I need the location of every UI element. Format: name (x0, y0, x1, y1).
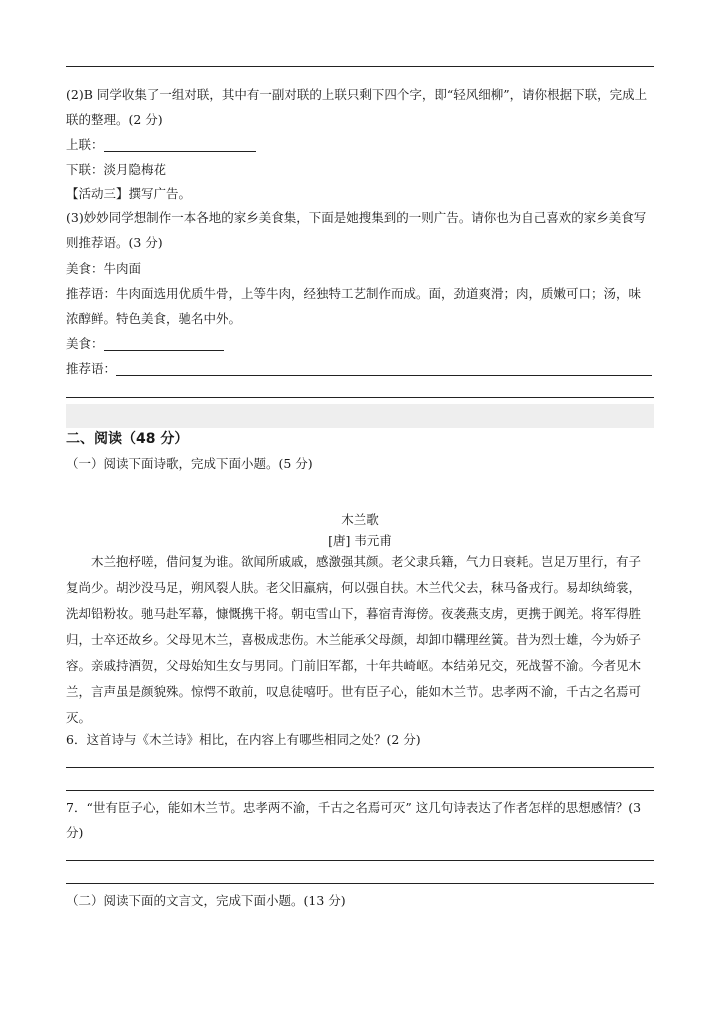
q7-prompt-line2: 分) (66, 825, 84, 840)
answer-line[interactable] (66, 883, 654, 884)
rec-label: 推荐语： (66, 361, 117, 376)
poem-line: 复尚少。胡沙没马足，朔风裂人肤。老父旧羸病，何以强自扶。木兰代父去，秣马备戎行。易却纨绮裳， (66, 580, 642, 595)
activity3-heading: 【活动三】撰写广告。 (66, 186, 192, 201)
top-rule (66, 66, 654, 67)
food-answer-blank[interactable] (104, 336, 224, 351)
section2-sub1: （一）阅读下面诗歌，完成下面小题。(5 分) (66, 456, 313, 471)
rec-answer-row (66, 360, 652, 378)
answer-line[interactable] (66, 790, 654, 791)
poem-author: [唐] 韦元甫 (328, 533, 392, 548)
shanglian-label: 上联： (66, 137, 104, 152)
food-answer-row (66, 335, 224, 353)
poem-line: 洗却铅粉妆。驰马赴军幕，慷慨携干将。朝屯雪山下，暮宿青海傍。夜袭燕支虏，更携于阗羌。将军得胜 (66, 606, 642, 621)
rec-answer-blank[interactable] (116, 361, 652, 376)
q2-prompt-line1: (2)B 同学收集了一组对联，其中有一副对联的上联只剩下四个字，即“轻风细柳”，请你根据下联，完成上 (66, 87, 648, 102)
answer-line[interactable] (66, 767, 654, 768)
q3-prompt-line1: (3)妙妙同学想制作一本各地的家乡美食集，下面是她搜集到的一则广告。请你也为自己喜欢的家乡美食写 (66, 210, 647, 225)
food-label: 美食： (66, 336, 104, 351)
poem-line: 容。亲戚持酒贺，父母始知生女与男同。门前旧军都，十年共崎岖。本结弟兄交，死战誓不渝。今者见木 (66, 658, 642, 673)
poem-line: 灭。 (66, 710, 92, 725)
xialian-text: 下联：淡月隐梅花 (66, 162, 167, 177)
answer-line[interactable] (66, 397, 654, 398)
q2-prompt-line2: 联的整理。(2 分) (66, 112, 163, 127)
answer-line[interactable] (66, 860, 654, 861)
poem-line: 木兰抱杼嗟，借问复为谁。欲闻所戚戚，感激强其颜。老父隶兵籍，气力日衰耗。岂足万里行，有子 (66, 554, 642, 569)
food-example: 美食：牛肉面 (66, 261, 142, 276)
shanglian-answer-blank[interactable] (104, 137, 256, 152)
poem-body (66, 549, 654, 731)
section-band (66, 404, 654, 428)
section2-heading: 二、阅读（48 分） (66, 431, 189, 447)
poem-line: 兰，言声虽是颜貌殊。惊愕不敢前，叹息徒嘻吁。世有臣子心，能如木兰节。忠孝两不渝，千古之名焉可 (66, 684, 642, 699)
q7-prompt-line1: 7．“世有臣子心，能如木兰节。忠孝两不渝，千古之名焉可灭” 这几句诗表达了作者怎样的思想感情？(3 (66, 800, 642, 815)
q3-prompt-line2: 则推荐语。(3 分) (66, 235, 163, 250)
recommendation-line1: 推荐语：牛肉面选用优质牛骨，上等牛肉，经独特工艺制作而成。面，劲道爽滑；肉，质嫩可口；汤，味 (66, 286, 642, 301)
shanglian-row (66, 136, 256, 154)
poem-line: 归，士卒还故乡。父母见木兰，喜极成悲伤。木兰能承父母颜，却卸巾鞲理丝簧。昔为烈士雄，今为娇子 (66, 632, 642, 647)
recommendation-line2: 浓醇鲜。特色美食，驰名中外。 (66, 311, 242, 326)
section2-sub2: （二）阅读下面的文言文，完成下面小题。(13 分) (66, 893, 346, 908)
q6-prompt: 6．这首诗与《木兰诗》相比，在内容上有哪些相同之处？(2 分) (66, 732, 421, 747)
poem-title: 木兰歌 (341, 512, 379, 527)
